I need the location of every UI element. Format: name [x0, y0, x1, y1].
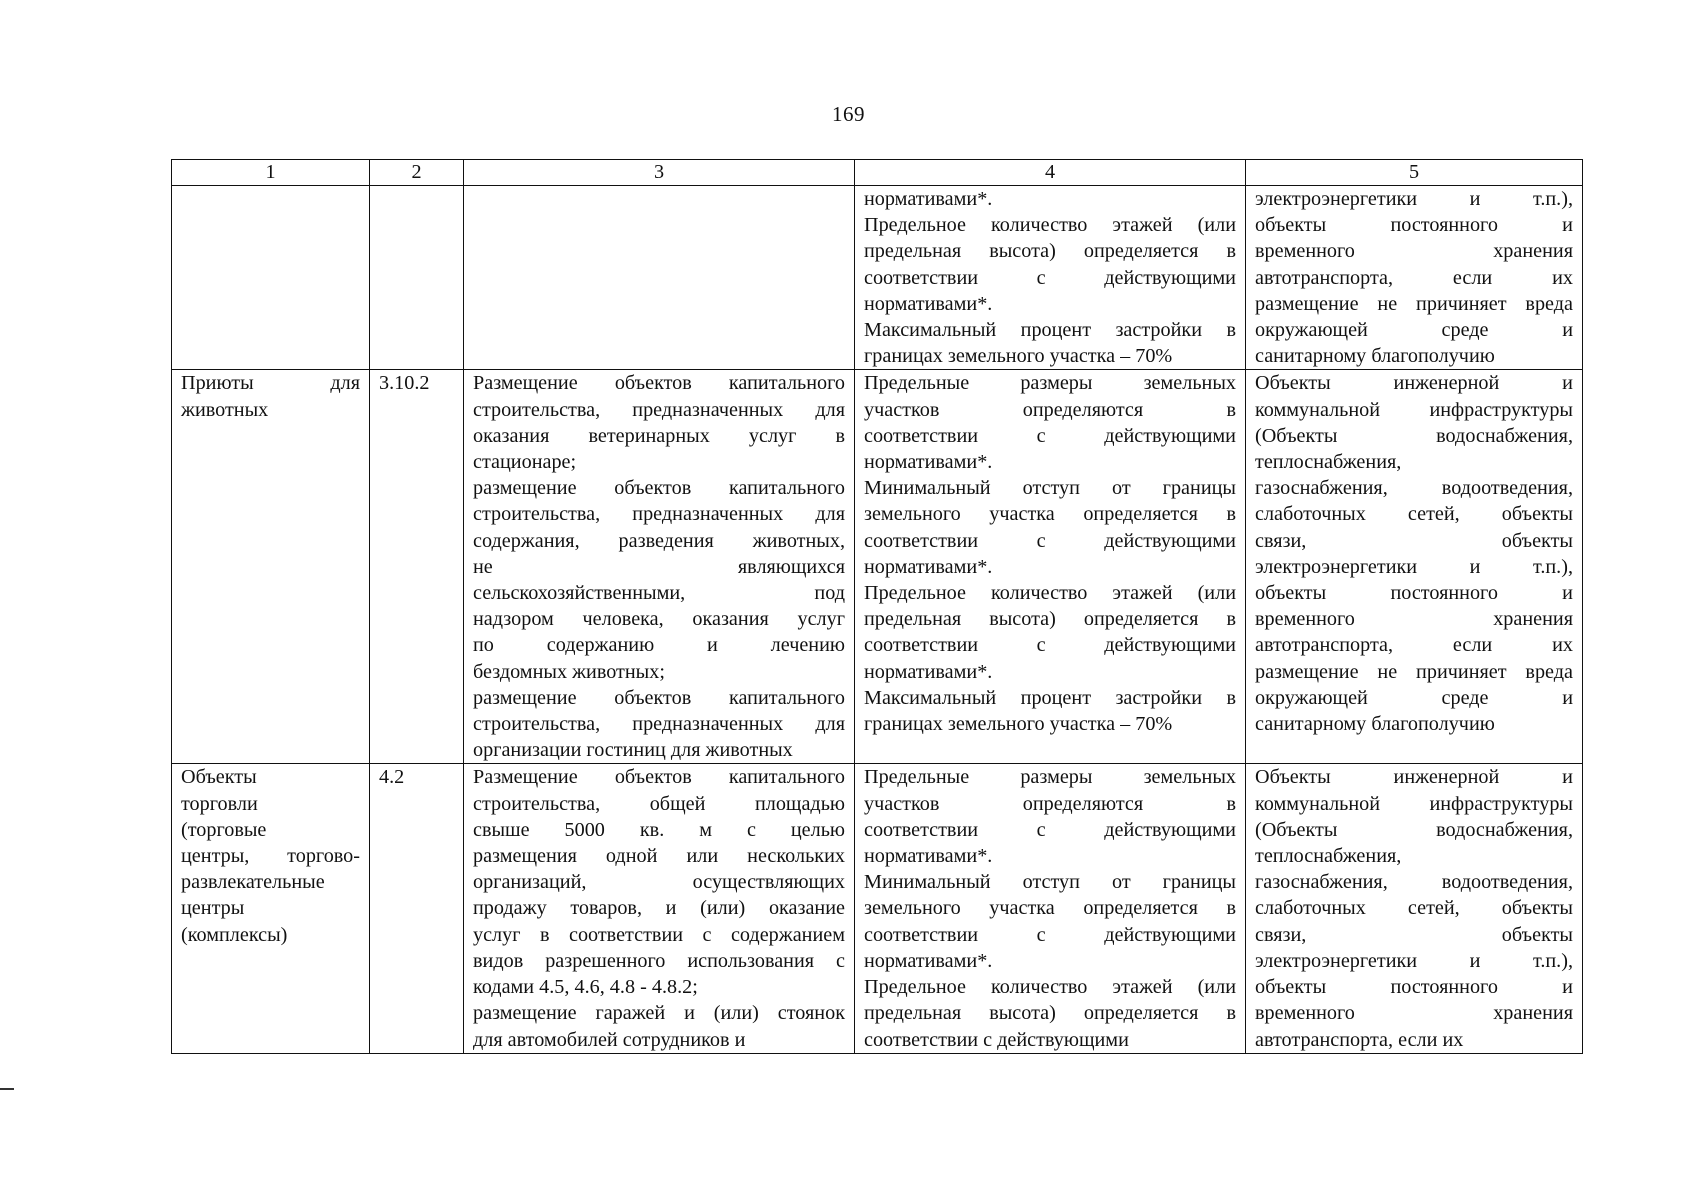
- cell-text-line: нормативами*.: [864, 660, 993, 683]
- cell-text-line: соответствии с действующими: [864, 1028, 1129, 1051]
- cell-text-line: коммунальной инфраструктуры: [1255, 792, 1573, 815]
- cell-text-line: бездомных животных;: [473, 660, 665, 683]
- cell-text-line: Максимальный процент застройки в: [864, 686, 1236, 709]
- cell-text-line: нормативами*.: [864, 845, 993, 868]
- cell-text-line: связи, объекты: [1255, 923, 1573, 946]
- cell-text-line: временного хранения: [1255, 608, 1573, 631]
- cell-text-line: стационаре;: [473, 451, 577, 474]
- cell-text-line: автотранспорта, если их: [1255, 634, 1573, 657]
- cell-text-line: строительства, предназначенных для: [473, 713, 845, 736]
- cell-text-line: теплоснабжения,: [1255, 451, 1402, 474]
- cell-text-line: теплоснабжения,: [1255, 845, 1402, 868]
- cell-text-line: соответствии с действующими: [864, 923, 1236, 946]
- cell-text-line: соответствии с действующими: [864, 529, 1236, 552]
- cell-text-line: нормативами*.: [864, 188, 993, 210]
- cell-text-line: соответствии с действующими: [864, 818, 1236, 841]
- cell-text: 4.2: [379, 766, 405, 789]
- cell-text-line: объекты постоянного и: [1255, 976, 1573, 999]
- cell-text-line: продажу товаров, и (или) оказание: [473, 897, 845, 920]
- cell-text-line: объекты постоянного и: [1255, 214, 1573, 237]
- cell-text-line: соответствии с действующими: [864, 634, 1236, 657]
- cell-text-line: Предельное количество этажей (или: [864, 214, 1236, 237]
- cell-text-line: предельная высота) определяется в: [864, 240, 1236, 263]
- use-code-cell: [370, 764, 464, 1053]
- cell-text-line: Объекты: [181, 766, 257, 789]
- cell-text-line: размещение не причиняет вреда: [1255, 660, 1573, 683]
- use-auxiliary-cell: [1246, 370, 1583, 764]
- cell-text-line: электроэнергетики и т.п.),: [1255, 555, 1573, 578]
- cell-text-line: (торговые: [181, 818, 267, 841]
- cell-text-line: животных: [181, 398, 269, 421]
- cell-text-line: Предельные размеры земельных: [864, 372, 1236, 395]
- cell-text-line: не являющихся: [473, 555, 845, 578]
- cell-text-line: Объекты инженерной и: [1255, 372, 1573, 395]
- cell-text: 3.10.2: [379, 372, 430, 395]
- cell-text-line: газоснабжения, водоотведения,: [1255, 477, 1573, 500]
- cell-text-line: нормативами*.: [864, 949, 993, 972]
- cell-text-line: размещение объектов капитального: [473, 477, 845, 500]
- cell-text-line: границах земельного участка – 70%: [864, 713, 1173, 736]
- table-row: [172, 186, 1583, 370]
- cell-text-line: строительства, предназначенных для: [473, 398, 845, 421]
- cell-text-line: услуг в соответствии с содержанием: [473, 923, 845, 946]
- cell-text-line: границах земельного участка – 70%: [864, 345, 1173, 368]
- cell-text-line: временного хранения: [1255, 240, 1573, 263]
- cell-text-line: Максимальный процент застройки в: [864, 319, 1236, 342]
- cell-text-line: сельскохозяйственными, под: [473, 582, 845, 605]
- use-description-cell: [464, 186, 855, 370]
- cell-text-line: санитарному благополучию: [1255, 713, 1495, 736]
- cell-text-line: Размещение объектов капитального: [473, 372, 845, 395]
- cell-text-line: нормативами*.: [864, 451, 993, 474]
- cell-text-line: земельного участка определяется в: [864, 503, 1236, 526]
- cell-text-line: Предельные размеры земельных: [864, 766, 1236, 789]
- cell-text-line: временного хранения: [1255, 1002, 1573, 1025]
- cell-text-line: оказания ветеринарных услуг в: [473, 424, 845, 447]
- cell-text-line: соответствии с действующими: [864, 424, 1236, 447]
- cell-text-line: электроэнергетики и т.п.),: [1255, 188, 1573, 210]
- cell-text-line: нормативами*.: [864, 555, 993, 578]
- cell-text-line: участков определяются в: [864, 792, 1236, 815]
- cell-text-line: коммунальной инфраструктуры: [1255, 398, 1573, 421]
- cell-text-line: для автомобилей сотрудников и: [473, 1028, 746, 1051]
- column-header-2: 2: [370, 160, 464, 186]
- cell-text-line: (комплексы): [181, 923, 288, 946]
- cell-text-line: размещение не причиняет вреда: [1255, 292, 1573, 315]
- column-header-3: 3: [464, 160, 855, 186]
- cell-text-line: свыше 5000 кв. м с целью: [473, 818, 845, 841]
- cell-text-line: окружающей среде и: [1255, 319, 1573, 342]
- cell-text-line: размещения одной или нескольких: [473, 845, 845, 868]
- cell-text-line: слаботочных сетей, объекты: [1255, 503, 1573, 526]
- cell-text-line: окружающей среде и: [1255, 686, 1573, 709]
- column-header-1: 1: [172, 160, 370, 186]
- cell-text-line: слаботочных сетей, объекты: [1255, 897, 1573, 920]
- cell-text-line: (Объекты водоснабжения,: [1255, 818, 1573, 841]
- cell-text-line: строительства, предназначенных для: [473, 503, 845, 526]
- cell-text-line: размещение объектов капитального: [473, 686, 845, 709]
- cell-text-line: связи, объекты: [1255, 529, 1573, 552]
- cell-text-line: Предельное количество этажей (или: [864, 976, 1236, 999]
- cell-text-line: кодами 4.5, 4.6, 4.8 - 4.8.2;: [473, 976, 698, 999]
- cell-text-line: газоснабжения, водоотведения,: [1255, 871, 1573, 894]
- cell-text-line: Минимальный отступ от границы: [864, 477, 1236, 500]
- cell-text-line: предельная высота) определяется в: [864, 1002, 1236, 1025]
- cell-text-line: организации гостиниц для животных: [473, 739, 793, 762]
- cell-text-line: строительства, общей площадью: [473, 792, 845, 815]
- page-number: 169: [832, 102, 865, 126]
- table-body: [172, 186, 1583, 1054]
- cell-text-line: нормативами*.: [864, 292, 993, 315]
- zoning-table: [171, 159, 1583, 1054]
- cell-text-line: предельная высота) определяется в: [864, 608, 1236, 631]
- cell-text-line: центры, торгово-: [181, 845, 360, 868]
- table-header: [172, 160, 1583, 186]
- cell-text-line: надзором человека, оказания услуг: [473, 608, 845, 631]
- cell-text-line: санитарному благополучию: [1255, 345, 1495, 368]
- cell-text-line: соответствии с действующими: [864, 266, 1236, 289]
- cell-text-line: Размещение объектов капитального: [473, 766, 845, 789]
- cell-text-line: центры: [181, 897, 245, 920]
- cell-text-line: Минимальный отступ от границы: [864, 871, 1236, 894]
- use-parameters-cell: [855, 370, 1246, 764]
- use-name-cell: [172, 186, 370, 370]
- column-header-5: 5: [1246, 160, 1583, 186]
- cell-text-line: размещение гаражей и (или) стоянок: [473, 1002, 845, 1025]
- cell-text-line: Объекты инженерной и: [1255, 766, 1573, 789]
- margin-mark: [0, 1088, 14, 1090]
- cell-text-line: Предельное количество этажей (или: [864, 582, 1236, 605]
- table-row: [172, 370, 1583, 764]
- use-code-cell: [370, 186, 464, 370]
- cell-text-line: Приюты для: [181, 372, 360, 395]
- column-header-4: 4: [855, 160, 1246, 186]
- cell-text-line: электроэнергетики и т.п.),: [1255, 949, 1573, 972]
- use-parameters-cell: [855, 186, 1246, 370]
- cell-text-line: содержания, разведения животных,: [473, 529, 845, 552]
- header-row: [172, 160, 1583, 186]
- cell-text-line: автотранспорта, если их: [1255, 1028, 1464, 1051]
- use-parameters-cell: [855, 764, 1246, 1053]
- cell-text-line: объекты постоянного и: [1255, 582, 1573, 605]
- cell-text-line: развлекательные: [181, 871, 325, 894]
- table-row: [172, 764, 1583, 1053]
- cell-text-line: автотранспорта, если их: [1255, 266, 1573, 289]
- use-code-cell: [370, 370, 464, 764]
- use-description-cell: [464, 370, 855, 764]
- cell-text-line: (Объекты водоснабжения,: [1255, 424, 1573, 447]
- cell-text-line: организаций, осуществляющих: [473, 871, 845, 894]
- use-auxiliary-cell: [1246, 186, 1583, 370]
- cell-text-line: торговли: [181, 792, 258, 815]
- use-description-cell: [464, 764, 855, 1053]
- cell-text-line: видов разрешенного использования с: [473, 949, 845, 972]
- use-name-cell: [172, 764, 370, 1053]
- cell-text-line: земельного участка определяется в: [864, 897, 1236, 920]
- cell-text-line: по содержанию и лечению: [473, 634, 845, 657]
- use-auxiliary-cell: [1246, 764, 1583, 1053]
- use-name-cell: [172, 370, 370, 764]
- cell-text-line: участков определяются в: [864, 398, 1236, 421]
